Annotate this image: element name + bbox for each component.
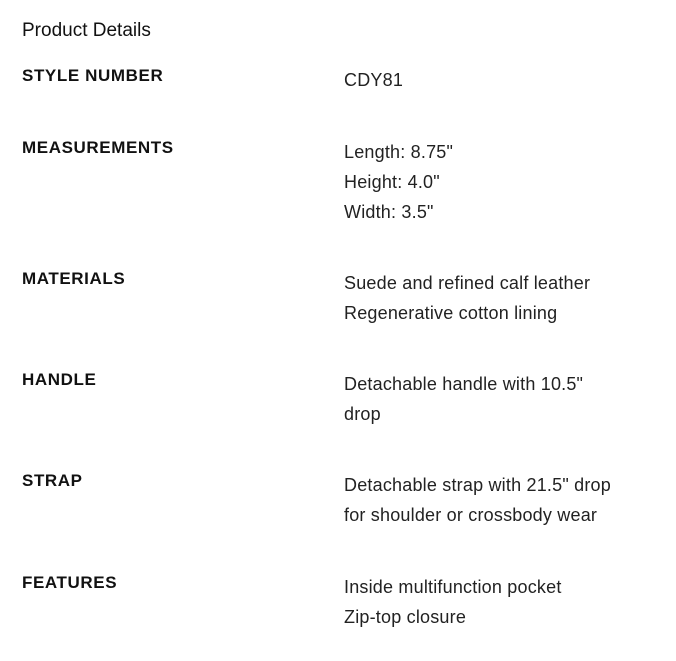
detail-value-line: Inside multifunction pocket	[344, 577, 562, 597]
detail-label: MATERIALS	[22, 269, 126, 288]
detail-value-line: Suede and refined calf leather	[344, 273, 591, 293]
detail-label: MEASUREMENTS	[22, 138, 174, 157]
detail-label: STYLE NUMBER	[22, 66, 164, 85]
detail-value-line: Height: 4.0"	[344, 172, 440, 192]
detail-value	[344, 137, 668, 227]
detail-value	[344, 369, 668, 429]
section-title: Product Details	[22, 20, 151, 41]
detail-value-line: Zip-top closure	[344, 607, 467, 627]
detail-value	[344, 470, 668, 530]
detail-value-line: Detachable handle with 10.5"	[344, 374, 584, 394]
detail-value-line: Regenerative cotton lining	[344, 303, 558, 323]
detail-label: STRAP	[22, 471, 83, 490]
detail-value-line: Width: 3.5"	[344, 202, 434, 222]
detail-label: FEATURES	[22, 573, 118, 592]
detail-label: HANDLE	[22, 370, 97, 389]
detail-value	[344, 65, 668, 95]
detail-value	[344, 268, 668, 328]
detail-value-line: drop	[344, 404, 381, 424]
detail-value-line: Detachable strap with 21.5" drop	[344, 475, 611, 495]
detail-value-line: CDY81	[344, 70, 404, 90]
detail-value-line: for shoulder or crossbody wear	[344, 505, 598, 525]
detail-value	[344, 572, 668, 632]
detail-value-line: Length: 8.75"	[344, 142, 454, 162]
